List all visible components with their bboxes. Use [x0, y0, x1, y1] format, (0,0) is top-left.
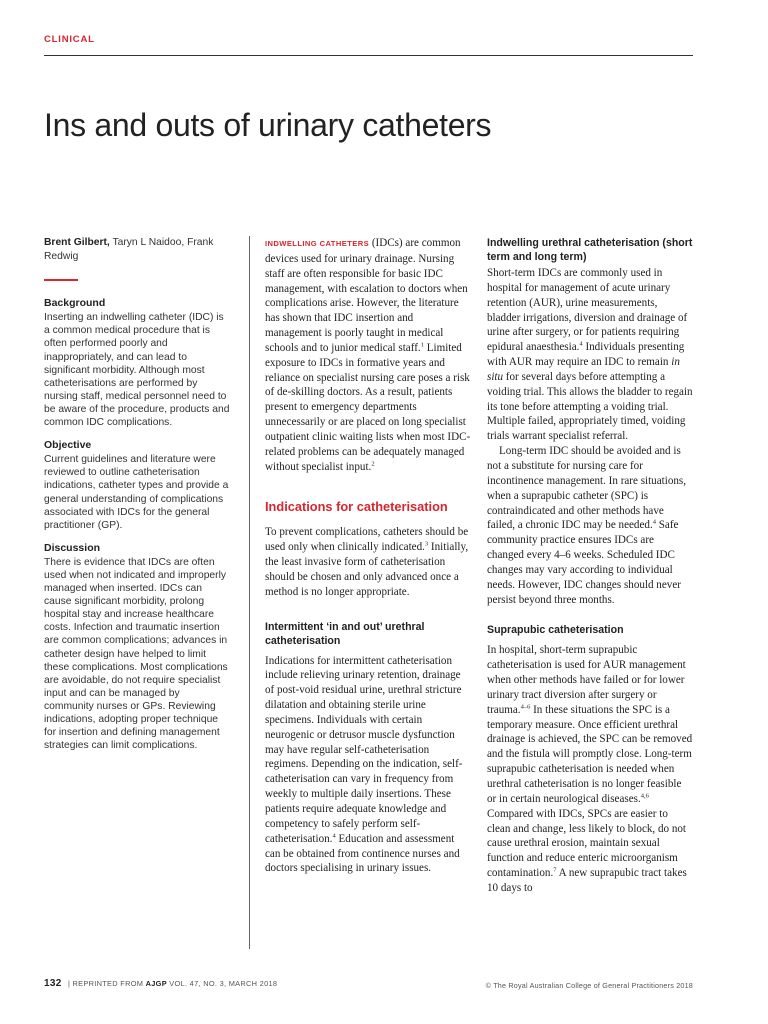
- ref-superscript: 2: [371, 459, 375, 467]
- intro-text-2: Limited exposure to IDCs in formative years and reliance on specialist nursing care poses a risk of de-skilling doctors. As a result, patients present to emergency departments unnecessarily or are placed on long specialist outpatient clinic waiting lists when most IDC-related problems can be adequately managed without specialist input.: [265, 341, 471, 473]
- longterm-paragraph: [487, 444, 693, 607]
- header-rule: [44, 55, 693, 56]
- abstract-heading-objective: Objective: [44, 439, 92, 452]
- suprapubic-text-4: A new suprapubic tract takes 10 days to: [487, 867, 687, 894]
- lead-author: Brent Gilbert,: [44, 237, 110, 248]
- indwelling-text-1: Short-term IDCs are commonly used in hospital for management of acute urinary retention (AUR), urine measurements, bladder irrigations, diversion and drainage of urine after surgery, or for patients requiring epidural anaesthesia.: [487, 267, 688, 354]
- heading-intermittent: Intermittent ‘in and out’ urethral catheterisation: [265, 620, 425, 647]
- suprapubic-paragraph: [487, 643, 693, 895]
- footer-citation: [44, 978, 277, 989]
- heading-indwelling: Indwelling urethral catheterisation (short term and long term): [487, 237, 693, 263]
- abstract-text-background: Inserting an indwelling catheter (IDC) is a common medical procedure that is often performed poorly and inappropriately, and can lead to significant morbidity. Although most catheterisations are performed by nursing staff, medical personnel need to be aware of the procedure, products and common IDC complications.: [44, 312, 230, 429]
- column-divider: [249, 236, 250, 949]
- section-label: CLINICAL: [44, 34, 95, 45]
- intermittent-text-1: Indications for intermittent catheterisation include relieving urinary retention, drainage of post-void residual urine, urethral stricture dilatation and obtaining sterile urine specimens. Individuals with certain neurogenic or detrusor muscle dysfunction may have regular self-catheterisation regimens. Depending on the indication, self-catheterisation can vary in frequency from weekly to multiple daily insertions. These patients require adequate knowledge and competency to safely perform self-catheterisation.: [265, 654, 463, 845]
- indications-text-1: To prevent complications, catheters should be used only when clinically indicated.: [265, 526, 469, 554]
- ref-superscript: 4: [332, 832, 336, 839]
- italic-term: in situ: [487, 356, 680, 383]
- indications-paragraph: [265, 525, 471, 599]
- intermittent-text-2: Education and assessment can be obtained from continence nurses and doctors specialising in urinary issues.: [265, 832, 460, 875]
- ref-superscript: 4: [579, 340, 583, 348]
- longterm-text-1: Long-term IDC should be avoided and is not a substitute for nursing care for incontinence management. In rare situations, when a suprapubic catheter (SPC) is contraindicated and other methods have failed, a chronic IDC may be needed.: [487, 445, 686, 532]
- suprapubic-text-2: In these situations the SPC is a temporary measure. Once efficient urethral drainage is achieved, the SPC can be removed and the fistula will promptly close. Long-term suprapubic catheterisation is needed when urethral catheterisation is no longer feasible or in certain neurological diseases.: [487, 703, 693, 805]
- ref-superscript: 4–6: [520, 703, 531, 711]
- co-authors: Taryn L Naidoo, Frank Redwig: [44, 237, 214, 262]
- ref-superscript: 4: [652, 518, 656, 526]
- abstract-text-discussion: There is evidence that IDCs are often used when not indicated and improperly managed when inserted. IDCs can cause significant morbidity, prolong hospital stay and increase healthcare costs. Infection and traumatic insertion are common complications; advances in catheter design have helped to limit these complications. Most complications are avoidable, do not require specialist input and can be managed by community nurses or GPs. Reviewing indications, adopting proper technique for insertion and defining management strategies can limit complications.: [44, 556, 228, 752]
- abstract-column: [44, 236, 230, 762]
- page-number: 132: [44, 978, 62, 989]
- longterm-text-2: Safe community practice ensures IDCs are changed every 4–6 weeks. Scheduled IDC changes may vary according to individual needs. However, IDC changes should never persist beyond three months.: [487, 519, 681, 606]
- reprint-suffix: VOL. 47, NO. 3, MARCH 2018: [166, 979, 278, 988]
- reprint-prefix: | REPRINTED FROM: [65, 979, 146, 988]
- middle-column: [265, 236, 471, 876]
- suprapubic-text-3: Compared with IDCs, SPCs are easier to clean and change, less likely to block, do not cause urethral erosion, maintain sexual function and reduce enteric microorganism contamination.: [487, 807, 687, 880]
- journal-name: AJGP: [145, 979, 167, 988]
- suprapubic-text-1: In hospital, short-term suprapubic catheterisation is used for AUR management when other methods have failed or for lower urinary tract diversion after surgery or trauma.: [487, 644, 686, 716]
- abstract-text-objective: Current guidelines and literature were reviewed to outline catheterisation indications, catheter types and provide a general understanding of complications associated with IDCs for the general practitioner (GP).: [44, 454, 229, 531]
- footer-copyright: © The Royal Australian College of General Practitioners 2018: [485, 981, 693, 990]
- authors: [44, 236, 230, 263]
- intermittent-paragraph: [265, 654, 471, 877]
- right-column: [487, 236, 693, 896]
- accent-dash: [44, 279, 78, 281]
- ref-superscript: 1: [420, 341, 424, 349]
- ref-superscript: 4,6: [640, 792, 649, 800]
- indwelling-text-3: for several days before attempting a voiding trial. This allows the bladder to regain its tone before attempting a voiding trial. Multiple failed, appropriately timed, voiding trials warrant specialist referral.: [487, 370, 693, 443]
- lead-in-caps: INDWELLING CATHETERS: [265, 239, 370, 248]
- ref-superscript: 3: [424, 540, 429, 548]
- intro-text-1: (IDCs) are common devices used for urinary drainage. Nursing staff are often responsible for basic IDC management, with escalation to doctors when complications arise. However, the literature has shown that IDC insertion and management is poorly taught in medical schools and to junior medical staff.: [265, 237, 468, 354]
- abstract-heading-background: Background: [44, 297, 106, 310]
- ref-superscript: 7: [553, 866, 557, 874]
- article-title: Ins and outs of urinary catheters: [44, 107, 492, 143]
- heading-suprapubic: Suprapubic catheterisation: [487, 624, 624, 637]
- heading-indications: Indications for catheterisation: [265, 498, 448, 514]
- indwelling-paragraph: [487, 266, 693, 444]
- indications-text-2: Initially, the least invasive form of catheterisation should be chosen and only advanced once a method is no longer appropriate.: [265, 541, 469, 598]
- indwelling-text-2: Individuals presenting with AUR may require an IDC to remain: [487, 341, 685, 369]
- abstract-heading-discussion: Discussion: [44, 541, 101, 554]
- intro-paragraph: [265, 236, 471, 475]
